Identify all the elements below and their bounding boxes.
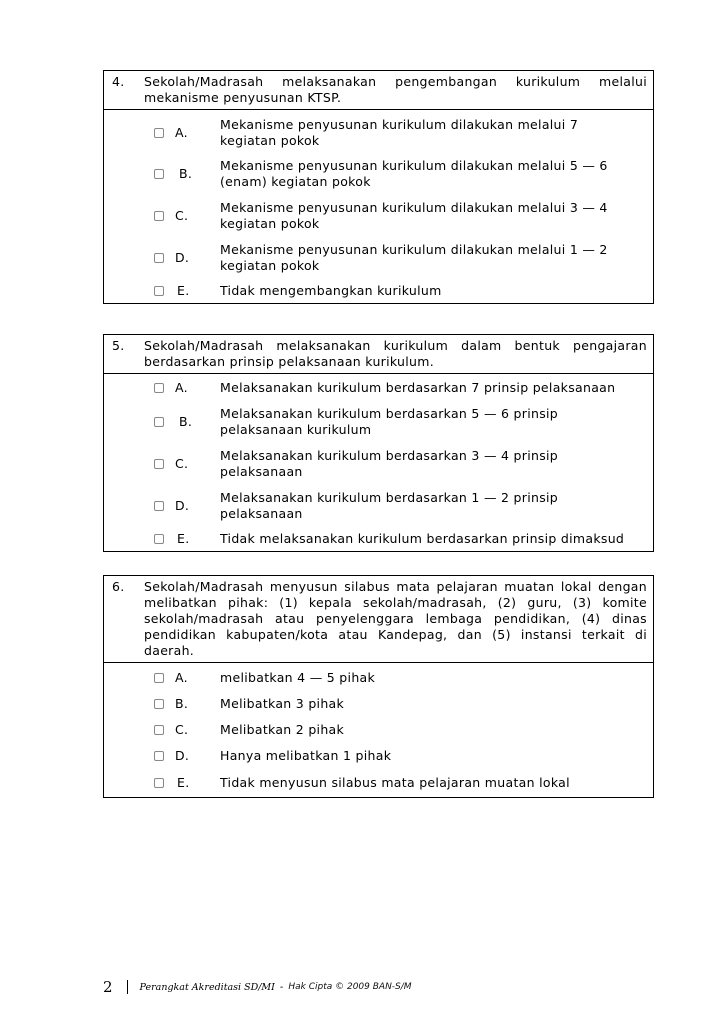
checkbox[interactable]	[154, 286, 164, 296]
checkbox[interactable]	[154, 211, 164, 221]
option-letter: C.	[175, 208, 189, 223]
checkbox[interactable]	[154, 778, 164, 788]
options-list	[104, 110, 653, 303]
option-text: Melaksanakan kurikulum berdasarkan 5 — 6 prinsip pelaksanaan kurikulum	[220, 405, 559, 437]
option-letter: D.	[175, 250, 190, 265]
option-letter: C.	[175, 456, 189, 471]
checkbox[interactable]	[154, 169, 164, 179]
option-b[interactable]	[104, 400, 653, 443]
checkbox[interactable]	[154, 751, 164, 761]
option-text: Tidak melaksanakan kurikulum berdasarkan prinsip dimaksud	[220, 531, 625, 546]
checkbox[interactable]	[154, 417, 164, 427]
option-c[interactable]	[104, 443, 653, 485]
checkbox[interactable]	[154, 725, 164, 735]
checkbox[interactable]	[154, 501, 164, 511]
option-letter: A.	[175, 670, 188, 685]
option-e[interactable]	[104, 279, 653, 303]
option-d[interactable]	[104, 743, 653, 769]
option-letter: A.	[175, 380, 188, 395]
question-header	[104, 335, 653, 374]
option-text: Tidak menyusun silabus mata pelajaran muatan lokal	[220, 775, 570, 790]
option-text: Tidak mengembangkan kurikulum	[220, 283, 442, 298]
option-text: Melaksanakan kurikulum berdasarkan 3 — 4 prinsip pelaksanaan	[220, 448, 559, 479]
option-letter: B.	[175, 696, 189, 711]
checkbox[interactable]	[154, 383, 164, 393]
question-header	[104, 576, 653, 663]
option-letter: E.	[177, 775, 190, 790]
option-text: Mekanisme penyusunan kurikulum dilakukan melalui 1 — 2 kegiatan pokok	[220, 242, 608, 273]
option-b[interactable]	[104, 691, 653, 717]
checkbox[interactable]	[154, 459, 164, 469]
question-text: Sekolah/Madrasah melaksanakan pengembangan kurikulum melalui mekanisme penyusunan KTSP.	[144, 74, 647, 105]
page-number: 2	[103, 978, 113, 996]
question-number: 6.	[112, 579, 125, 594]
checkbox[interactable]	[154, 673, 164, 683]
option-e[interactable]	[104, 527, 653, 551]
question-6	[103, 575, 654, 798]
option-a[interactable]	[104, 112, 653, 153]
option-text: Mekanisme penyusunan kurikulum dilakukan melalui 7 kegiatan pokok	[220, 116, 579, 148]
option-text: Mekanisme penyusunan kurikulum dilakukan melalui 3 — 4 kegiatan pokok	[220, 200, 608, 231]
checkbox[interactable]	[154, 534, 164, 544]
option-text: Hanya melibatkan 1 pihak	[220, 748, 392, 763]
option-c[interactable]	[104, 195, 653, 237]
option-text: Melaksanakan kurikulum berdasarkan 7 prinsip pelaksanaan	[220, 380, 616, 395]
option-letter: A.	[175, 124, 188, 140]
question-number: 4.	[112, 74, 125, 89]
option-letter: C.	[175, 722, 189, 737]
option-d[interactable]	[104, 485, 653, 527]
option-a[interactable]	[104, 665, 653, 691]
page-footer	[103, 978, 412, 996]
footer-copyright: Hak Cipta © 2009 BAN-S/M	[288, 982, 412, 992]
footer-title: Perangkat Akreditasi SD/MI	[139, 981, 275, 993]
option-letter: B.	[179, 413, 193, 429]
checkbox[interactable]	[154, 699, 164, 709]
option-letter: E.	[177, 531, 190, 546]
option-text: melibatkan 4 — 5 pihak	[220, 670, 376, 685]
question-4	[103, 70, 654, 304]
question-5	[103, 334, 654, 552]
option-text: Melibatkan 2 pihak	[220, 722, 345, 737]
option-letter: D.	[175, 748, 190, 763]
footer-separator: -	[279, 981, 284, 993]
option-c[interactable]	[104, 717, 653, 743]
option-text: Mekanisme penyusunan kurikulum dilakukan melalui 5 — 6 (enam) kegiatan pokok	[220, 158, 608, 189]
option-a[interactable]	[104, 376, 653, 400]
option-letter: E.	[177, 283, 190, 298]
option-text: Melibatkan 3 pihak	[220, 696, 345, 711]
option-letter: D.	[175, 498, 190, 513]
question-text: Sekolah/Madrasah menyusun silabus mata pelajaran muatan lokal dengan melibatkan pihak: (1) kepala sekolah/madrasah, (2) guru, (3) komite sekolah/madrasah atau penyelenggara lembaga pendidikan, (4) dinas pendidikan kabupaten/kota atau Kandepag, dan (5) instansi terkait di daerah.	[144, 579, 647, 658]
option-text: Melaksanakan kurikulum berdasarkan 1 — 2 prinsip pelaksanaan	[220, 490, 559, 521]
option-d[interactable]	[104, 237, 653, 279]
checkbox[interactable]	[154, 253, 164, 263]
checkbox[interactable]	[154, 128, 164, 138]
options-list	[104, 374, 653, 551]
question-number: 5.	[112, 338, 125, 353]
option-e[interactable]	[104, 769, 653, 797]
question-header	[104, 71, 653, 110]
options-list	[104, 663, 653, 797]
footer-divider	[127, 980, 128, 994]
question-text: Sekolah/Madrasah melaksanakan kurikulum dalam bentuk pengajaran berdasarkan prinsip pelaksanaan kurikulum.	[144, 338, 647, 369]
option-b[interactable]	[104, 153, 653, 195]
option-letter: B.	[179, 166, 193, 181]
